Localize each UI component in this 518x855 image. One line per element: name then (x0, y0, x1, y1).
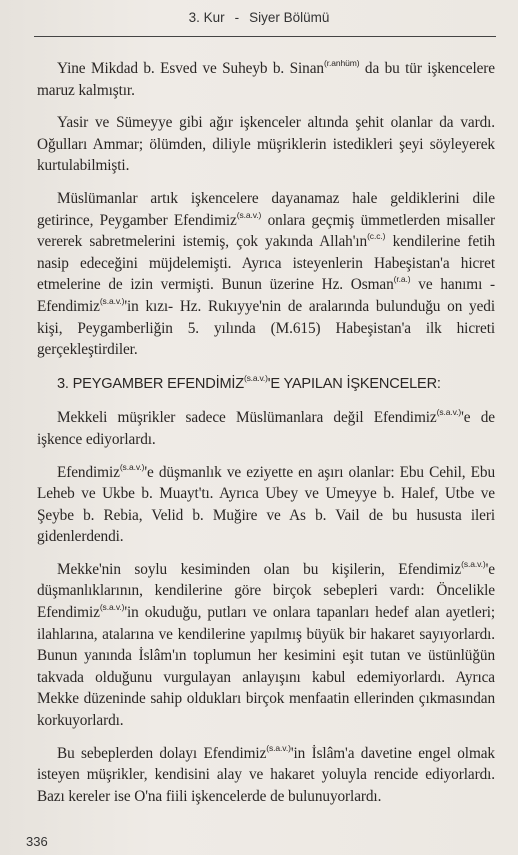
header-chapter: 3. Kur (188, 10, 225, 25)
p7-text-b: 'in İslâm'a davetine engel olmak isteyen müşrikler, kendisini alay ve hakaret yoluyla rencide ediyorlardı. Bazı kereler ise O'na fiili işkencelerde de bulunuyorlardı. (37, 744, 495, 805)
paragraph-6 (37, 559, 495, 732)
paragraph-4 (37, 407, 495, 450)
heading-text-a: 3. PEYGAMBER EFENDİMİZ (57, 375, 244, 392)
paragraph-7 (37, 743, 495, 808)
body-text (37, 58, 495, 818)
p3-honorific-2: (c.c.) (367, 231, 386, 242)
p1-text-b: da bu tür işkencelere maruz kalmıştır. (37, 60, 495, 99)
p3-text-b: onlara geçmiş ümmetlerden misaller vererek sabretmelerini istemiş, çok yakında Allah'ın (37, 211, 495, 251)
p3-text-e: 'in kızı- Hz. Rukıyye'nin de aralarında bulunduğu on yedi kişi, Peygamberliğin 5. yılında (M.615) Habeşistan'a ilk hicreti gerçekleştirdiler. (37, 297, 495, 359)
p7-text-a: Bu sebeplerden dolayı Efendimiz (57, 744, 267, 762)
p3-honorific-1: (s.a.v.) (236, 209, 262, 220)
p3-honorific-4: (s.a.v.) (99, 295, 125, 306)
paragraph-5 (37, 462, 495, 548)
p6-text-c: 'in okuduğu, putları ve onlara tapanları hedef alan ayetleri; ilahlarına, atalarına ve kendilerine yapılmış büyük bir hakaret sayıyorlardı. Bunun yanında İslâm'ın toplumun her kesimini eşit tutan ve üstünlüğün takvada olduğunu vurgulayan anlayışını kabul edemiyorlardı. Ayrıca Mekke düzeninde sahip oldukları birçok menfaatin ellerinden çıkmasından korkuyorlardı. (37, 604, 495, 730)
p4-text-b: 'e de işkence ediyorlardı. (37, 409, 495, 448)
header-separator: - (234, 10, 240, 25)
p1-text-a: Yine Mikdad b. Esved ve Suheyb b. Sinan (57, 60, 324, 77)
p7-honorific-1: (s.a.v.) (266, 742, 291, 753)
p6-honorific-1: (s.a.v.) (461, 558, 486, 569)
p1-honorific-1: (r.anhüm) (323, 58, 360, 68)
paragraph-3 (37, 188, 495, 361)
p4-text-a: Mekkeli müşrikler sadece Müslümanlara değil Efendimiz (57, 409, 437, 427)
header-section: Siyer Bölümü (249, 10, 330, 25)
p3-text-c: kendilerine fetih nasip edeceğini müjdelemişti. Ayrıca isteyenlerin Habeşistan'a hicret etmelerine de izin vermişti. Bunun üzerine Hz. Osman (37, 233, 495, 294)
header-rule (34, 36, 496, 37)
p3-text-a: Müslümanlar artık işkencelere dayanamaz hale geldiklerini dile getirince, Peygamber Efendimiz (37, 189, 495, 229)
p3-text-d: ve hanımı -Efendimiz (37, 276, 495, 315)
running-header (0, 10, 518, 25)
p6-honorific-2: (s.a.v.) (99, 602, 125, 613)
section-heading (37, 374, 495, 396)
p5-text-b: 'e düşmanlık ve eziyette en aşırı olanlar: Ebu Cehil, Ebu Leheb ve Ukbe b. Muayt'tı. Ayrıca Ubey ve Umeyye b. Halef, Utbe ve Şeybe b. Rebia, Velid b. Muğire ve As b. Vail de bu hususta ileri gidenlerdendi. (37, 463, 495, 546)
heading-honorific: (s.a.v.) (243, 372, 268, 383)
p2-text-a: Yasir ve Sümeyye gibi ağır işkenceler altında şehit olanlar da vardı. Oğulları Ammar; ölümden, diliyle müşriklerin istedikleri şeyi söyleyerek kurtulabilmişti. (37, 114, 495, 175)
p5-text-a: Efendimiz (57, 463, 120, 481)
p3-honorific-3: (r.a.) (393, 274, 411, 285)
heading-text-b: 'E YAPILAN İŞKENCELER: (267, 375, 441, 392)
paragraph-2 (37, 112, 495, 177)
p4-honorific-1: (s.a.v.) (436, 407, 462, 418)
p6-text-b: 'e düşmanlıklarının, kendilerine göre birçok sebepleri vardı: Öncelikle Efendimiz (37, 560, 495, 622)
page-number: 336 (26, 834, 48, 849)
p5-honorific-1: (s.a.v.) (119, 461, 145, 472)
p6-text-a: Mekke'nin soylu kesiminden olan bu kişilerin, Efendimiz (57, 560, 462, 578)
paragraph-1 (37, 58, 495, 101)
